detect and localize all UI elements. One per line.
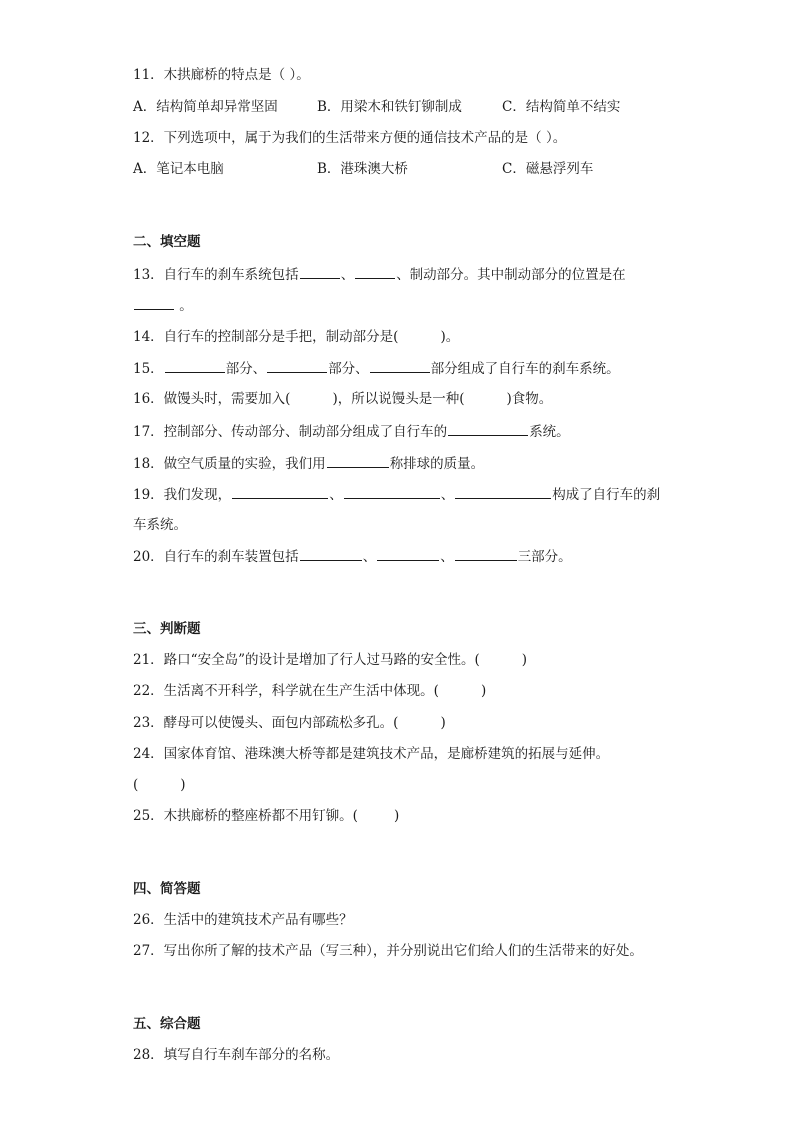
question-20-text-d: 三部分。 <box>517 549 572 565</box>
answer-blank[interactable] <box>370 359 430 373</box>
question-28: 28．填写自行车刹车部分的名称。 <box>133 1047 340 1063</box>
question-15-text-c: 部分、 <box>328 361 369 377</box>
question-23 <box>133 714 446 732</box>
answer-blank[interactable] <box>267 359 327 373</box>
question-16-text-b: )，所以说馒头是一种( <box>332 391 465 407</box>
question-25 <box>133 807 399 825</box>
question-19-text-d: 构成了自行车的刹 <box>552 487 661 503</box>
question-19-continued: 车系统。 <box>133 517 187 533</box>
question-16-text-a: 16．做馒头时，需要加入( <box>133 391 291 407</box>
question-24-open: ( <box>133 777 139 793</box>
answer-blank[interactable] <box>232 485 328 499</box>
question-19-text-c: 、 <box>440 487 455 503</box>
section-2-title: 二、填空题 <box>133 234 201 250</box>
question-14-text-b: )。 <box>440 329 460 345</box>
question-16 <box>133 390 552 408</box>
question-17 <box>133 422 570 441</box>
question-12-option-b: B．港珠澳大桥 <box>317 161 408 177</box>
question-18-text-a: 18．做空气质量的实验，我们用 <box>133 456 326 472</box>
question-22 <box>133 682 486 700</box>
question-18 <box>133 454 484 473</box>
question-23-text: 23．酵母可以使馒头、面包内部疏松多孔。( <box>133 715 399 731</box>
answer-blank[interactable] <box>134 296 174 310</box>
answer-blank[interactable] <box>327 454 389 468</box>
question-15-text-d: 部分组成了自行车的刹车系统。 <box>430 361 620 377</box>
question-16-text-c: )食物。 <box>506 391 553 407</box>
question-24-close: ) <box>180 777 186 793</box>
question-25-text: 25．木拱廊桥的整座桥都不用钉铆。( <box>133 808 358 824</box>
section-4-title: 四、简答题 <box>133 881 201 897</box>
section-3-title: 三、判断题 <box>133 621 201 637</box>
question-13-text-a: 13．自行车的刹车系统包括 <box>133 267 299 283</box>
answer-blank[interactable] <box>300 265 340 279</box>
question-11-option-c: C．结构简单不结实 <box>502 99 621 115</box>
answer-blank[interactable] <box>165 359 225 373</box>
question-11-stem: 11．木拱廊桥的特点是（ ）。 <box>133 67 310 83</box>
answer-blank[interactable] <box>455 547 517 561</box>
question-11-option-a: A．结构简单却异常坚固 <box>133 99 278 115</box>
question-20-text-b: 、 <box>362 549 377 565</box>
question-13-text-d: 。 <box>179 298 193 314</box>
question-14-text-a: 14．自行车的控制部分是手把，制动部分是( <box>133 329 399 345</box>
question-26: 26．生活中的建筑技术产品有哪些？ <box>133 912 353 928</box>
question-19-text-a: 19．我们发现， <box>133 487 232 503</box>
question-27: 27．写出你所了解的技术产品（写三种），并分别说出它们给人们的生活带来的好处。 <box>133 943 643 959</box>
question-17-text-b: 系统。 <box>529 424 570 440</box>
question-11-option-b: B．用梁木和铁钉铆制成 <box>317 99 462 115</box>
question-18-text-b: 称排球的质量。 <box>389 456 485 472</box>
question-25-close: ) <box>393 808 400 824</box>
question-19-text-b: 、 <box>329 487 343 503</box>
answer-blank[interactable] <box>355 265 395 279</box>
answer-blank[interactable] <box>300 547 362 561</box>
answer-blank[interactable] <box>455 485 551 499</box>
question-15-text-a: 15． <box>133 361 164 377</box>
question-22-text: 22．生活离不开科学，科学就在生产生活中体现。( <box>133 683 439 699</box>
question-24-continued <box>133 776 186 794</box>
question-15-text-b: 部分、 <box>225 361 267 377</box>
question-17-text-a: 17．控制部分、传动部分、制动部分组成了自行车的 <box>133 424 448 440</box>
question-15 <box>133 359 620 378</box>
question-12-stem: 12．下列选项中，属于为我们的生活带来方便的通信技术产品的是（ ）。 <box>133 130 567 146</box>
answer-blank[interactable] <box>377 547 439 561</box>
question-21-close: ) <box>521 652 528 668</box>
question-14 <box>133 328 459 346</box>
question-13 <box>133 265 626 284</box>
question-12-option-c: C．磁悬浮列车 <box>502 161 594 177</box>
question-23-close: ) <box>440 715 446 731</box>
question-12-option-a: A．笔记本电脑 <box>133 161 224 177</box>
question-13-text-b: 、 <box>340 267 355 283</box>
question-20-text-a: 20．自行车的刹车装置包括 <box>133 549 299 565</box>
question-22-close: ) <box>480 683 487 699</box>
question-20 <box>133 547 572 566</box>
question-19 <box>133 485 660 504</box>
section-5-title: 五、综合题 <box>133 1016 201 1032</box>
question-20-text-c: 、 <box>440 549 454 565</box>
question-21 <box>133 651 527 669</box>
question-24: 24．国家体育馆、港珠澳大桥等都是建筑技术产品，是廊桥建筑的拓展与延伸。 <box>133 746 610 762</box>
question-13-continued <box>133 296 193 315</box>
question-13-text-c: 、制动部分。其中制动部分的位置是在 <box>396 267 626 283</box>
answer-blank[interactable] <box>448 422 528 436</box>
question-21-text: 21．路口“安全岛”的设计是增加了行人过马路的安全性。( <box>133 652 480 668</box>
answer-blank[interactable] <box>344 485 440 499</box>
